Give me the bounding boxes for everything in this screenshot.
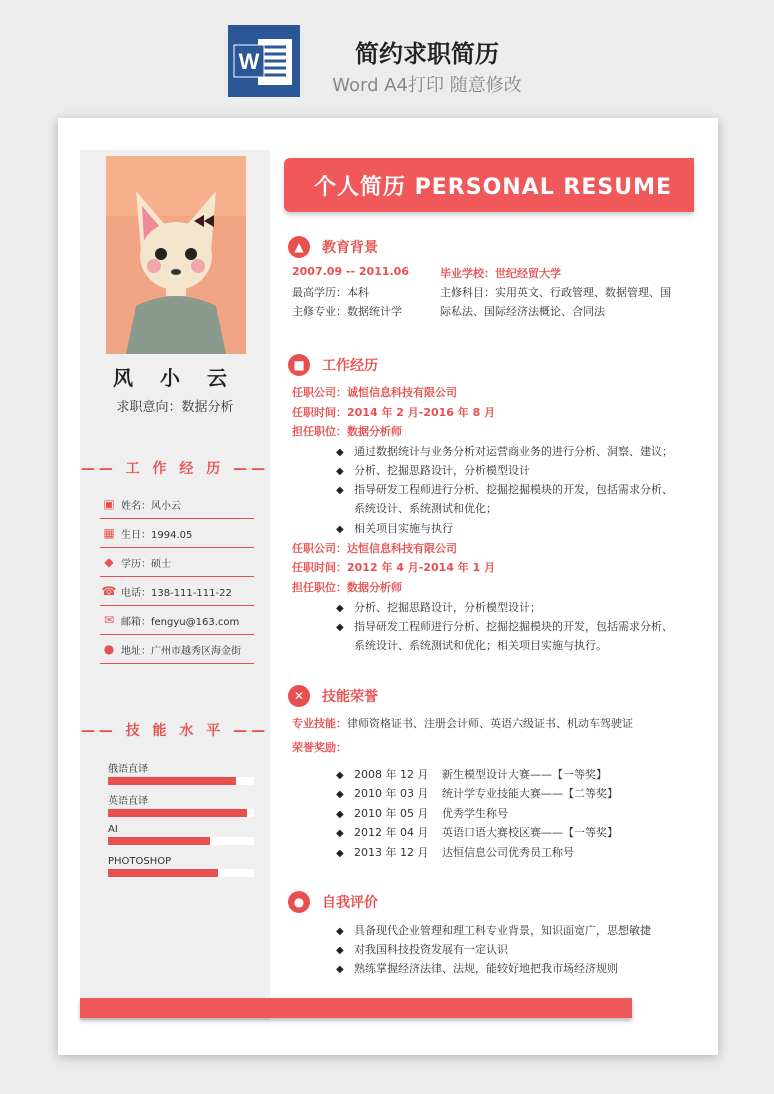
info-phone-row — [100, 577, 254, 606]
diamond-icon: ◆ — [336, 789, 344, 800]
job1-position: 担任职位：数据分析师 — [292, 425, 402, 438]
diamond-icon: ◆ — [336, 964, 344, 975]
list-item-text: 熟练掌握经济法律、法规，能较好地把我市场经济规则 — [354, 962, 618, 975]
info-name-row — [100, 490, 254, 519]
skill-photoshop — [108, 856, 254, 877]
location-icon: ● — [103, 642, 115, 656]
section-title: 教育背景 — [322, 240, 378, 256]
award-text: 英语口语大赛校区赛——【一等奖】 — [442, 826, 618, 839]
list-item — [336, 481, 673, 497]
graduation-cap-icon: ◆ — [104, 555, 114, 569]
section-title: 自我评价 — [322, 895, 378, 911]
sidebar-skills-title: —— 技 能 水 平 —— — [80, 723, 270, 739]
info-education-row — [100, 548, 254, 577]
list-item — [336, 520, 453, 536]
section-title: 技能荣誉 — [322, 689, 378, 705]
info-text: 地址：广州市越秀区海金街 — [121, 645, 241, 657]
info-text: 生日：1994.05 — [121, 529, 193, 541]
id-card-icon: ▣ — [103, 497, 115, 511]
diamond-icon: ◆ — [336, 524, 344, 535]
page-title: 简约求职简历 — [355, 40, 499, 68]
page-subtitle: Word A4打印 随意修改 — [332, 75, 522, 96]
skills-text: 律师资格证书、注册会计师、英语六级证书、机动车驾驶证 — [347, 717, 633, 730]
graduation-cap-icon: ▲ — [288, 236, 310, 258]
skill-bar — [108, 869, 254, 877]
list-item — [336, 462, 530, 478]
list-item-text: 通过数据统计与业务分析对运营商业务的进行分析、洞察、建议； — [354, 445, 673, 458]
resume-paper — [58, 118, 718, 1055]
svg-text:W: W — [238, 49, 260, 74]
awards-label: 荣誉奖励： — [292, 741, 347, 754]
skill-bar — [108, 777, 254, 785]
skill-bar — [108, 837, 254, 845]
education-degree: 最高学历：本科 — [292, 286, 369, 299]
phone-icon: ☎ — [101, 584, 117, 598]
list-item-text: 指导研发工程师进行分析、挖掘挖掘模块的开发，包括需求分析、 — [354, 483, 673, 496]
list-item — [336, 599, 541, 615]
skill-bar-fill — [108, 809, 247, 817]
diamond-icon: ◆ — [336, 466, 344, 477]
job2-time: 任职时间：2012 年 4 月-2014 年 1 月 — [292, 561, 496, 574]
list-item-text: 指导研发工程师进行分析、挖掘挖掘模块的开发，包括需求分析、 — [354, 620, 673, 633]
list-item — [336, 922, 651, 938]
skill-label: AI — [108, 824, 118, 835]
list-item-continuation — [336, 500, 497, 516]
profile-photo — [106, 156, 246, 354]
list-item-text: 系统设计、系统测试和优化； — [354, 502, 497, 515]
award-item — [336, 766, 607, 782]
education-section-header — [288, 236, 378, 258]
award-date: 2010 年 05 月 — [354, 807, 429, 820]
profile-name: 风 小 云 — [113, 366, 237, 390]
self-section-header — [288, 891, 378, 913]
honors-section-header — [288, 685, 378, 707]
list-item-text: 相关项目实施与执行 — [354, 522, 453, 535]
award-date: 2013 年 12 月 — [354, 846, 429, 859]
list-item-text: 对我国科技投资发展有一定认识 — [354, 943, 508, 956]
award-item — [336, 785, 618, 801]
list-item-text: 分析、挖掘思路设计，分析模型设计； — [354, 601, 541, 614]
info-text: 邮箱：fengyu@163.com — [121, 616, 240, 628]
skill-label: 英语直译 — [108, 796, 148, 807]
job1-time: 任职时间：2014 年 2 月-2016 年 8 月 — [292, 406, 496, 419]
award-date: 2008 年 12 月 — [354, 768, 429, 781]
info-email-row — [100, 606, 254, 635]
info-text: 电话：138-111-111-22 — [121, 587, 232, 599]
professional-skills — [292, 715, 633, 731]
skill-bar-fill — [108, 869, 218, 877]
skill-russian — [108, 760, 254, 785]
award-item — [336, 824, 618, 840]
job2-position: 担任职位：数据分析师 — [292, 581, 402, 594]
sidebar-work-title: —— 工 作 经 历 —— — [80, 461, 270, 477]
list-item-continuation — [336, 637, 607, 653]
info-text: 姓名：风小云 — [121, 500, 181, 512]
tools-icon: ✕ — [288, 685, 310, 707]
award-text: 达恒信息公司优秀员工称号 — [442, 846, 574, 859]
diamond-icon: ◆ — [336, 828, 344, 839]
diamond-icon: ◆ — [336, 485, 344, 496]
list-item — [336, 960, 618, 976]
calendar-icon: ▦ — [103, 526, 115, 540]
list-item-text: 分析、挖掘思路设计，分析模型设计 — [354, 464, 530, 477]
list-item — [336, 443, 673, 459]
education-major: 主修专业：数据统计学 — [292, 305, 402, 318]
section-title: 工作经历 — [322, 358, 378, 374]
award-text: 新生模型设计大赛——【一等奖】 — [442, 768, 607, 781]
skill-label: PHOTOSHOP — [108, 856, 172, 867]
diamond-icon: ◆ — [336, 945, 344, 956]
person-icon: ● — [288, 891, 310, 913]
info-birthday-row — [100, 519, 254, 548]
education-courses-cont: 际私法、国际经济法概论、合同法 — [440, 305, 605, 318]
diamond-icon: ◆ — [336, 926, 344, 937]
skill-english — [108, 792, 254, 817]
diamond-icon: ◆ — [336, 603, 344, 614]
education-period: 2007.09 -- 2011.06 — [292, 265, 409, 278]
diamond-icon: ◆ — [336, 809, 344, 820]
list-item — [336, 618, 673, 634]
diamond-icon: ◆ — [336, 770, 344, 781]
award-text: 统计学专业技能大赛——【二等奖】 — [442, 787, 618, 800]
job1-company: 任职公司：诚恒信息科技有限公司 — [292, 386, 457, 399]
info-address-row — [100, 635, 254, 664]
sidebar — [80, 150, 270, 1020]
resume-banner: 个人简历 PERSONAL RESUME — [284, 158, 694, 212]
list-item — [336, 941, 508, 957]
skill-bar-fill — [108, 777, 236, 785]
skills-label: 专业技能： — [292, 717, 347, 730]
diamond-icon: ◆ — [336, 622, 344, 633]
briefcase-icon: ■ — [288, 354, 310, 376]
diamond-icon: ◆ — [336, 848, 344, 859]
bottom-accent-bar — [80, 998, 632, 1018]
award-item — [336, 844, 574, 860]
skill-bar — [108, 809, 254, 817]
award-date: 2012 年 04 月 — [354, 826, 429, 839]
job2-company: 任职公司：达恒信息科技有限公司 — [292, 542, 457, 555]
award-date: 2010 年 03 月 — [354, 787, 429, 800]
education-courses: 主修科目：实用英文、行政管理、数据管理、国 — [440, 286, 671, 299]
info-text: 学历：硕士 — [121, 558, 171, 570]
work-section-header — [288, 354, 378, 376]
diamond-icon: ◆ — [336, 447, 344, 458]
list-item-text: 系统设计、系统测试和优化；相关项目实施与执行。 — [354, 639, 607, 652]
skill-bar-fill — [108, 837, 210, 845]
education-school: 毕业学校：世纪经贸大学 — [440, 267, 561, 280]
award-item — [336, 805, 508, 821]
mail-icon: ✉ — [103, 613, 115, 627]
list-item-text: 具备现代企业管理和理工科专业背景，知识面宽广，思想敏捷 — [354, 924, 651, 937]
skill-label: 俄语直译 — [108, 764, 148, 775]
skill-ai — [108, 824, 254, 845]
award-text: 优秀学生称号 — [442, 807, 508, 820]
job-intent: 求职意向：数据分析 — [116, 400, 234, 415]
